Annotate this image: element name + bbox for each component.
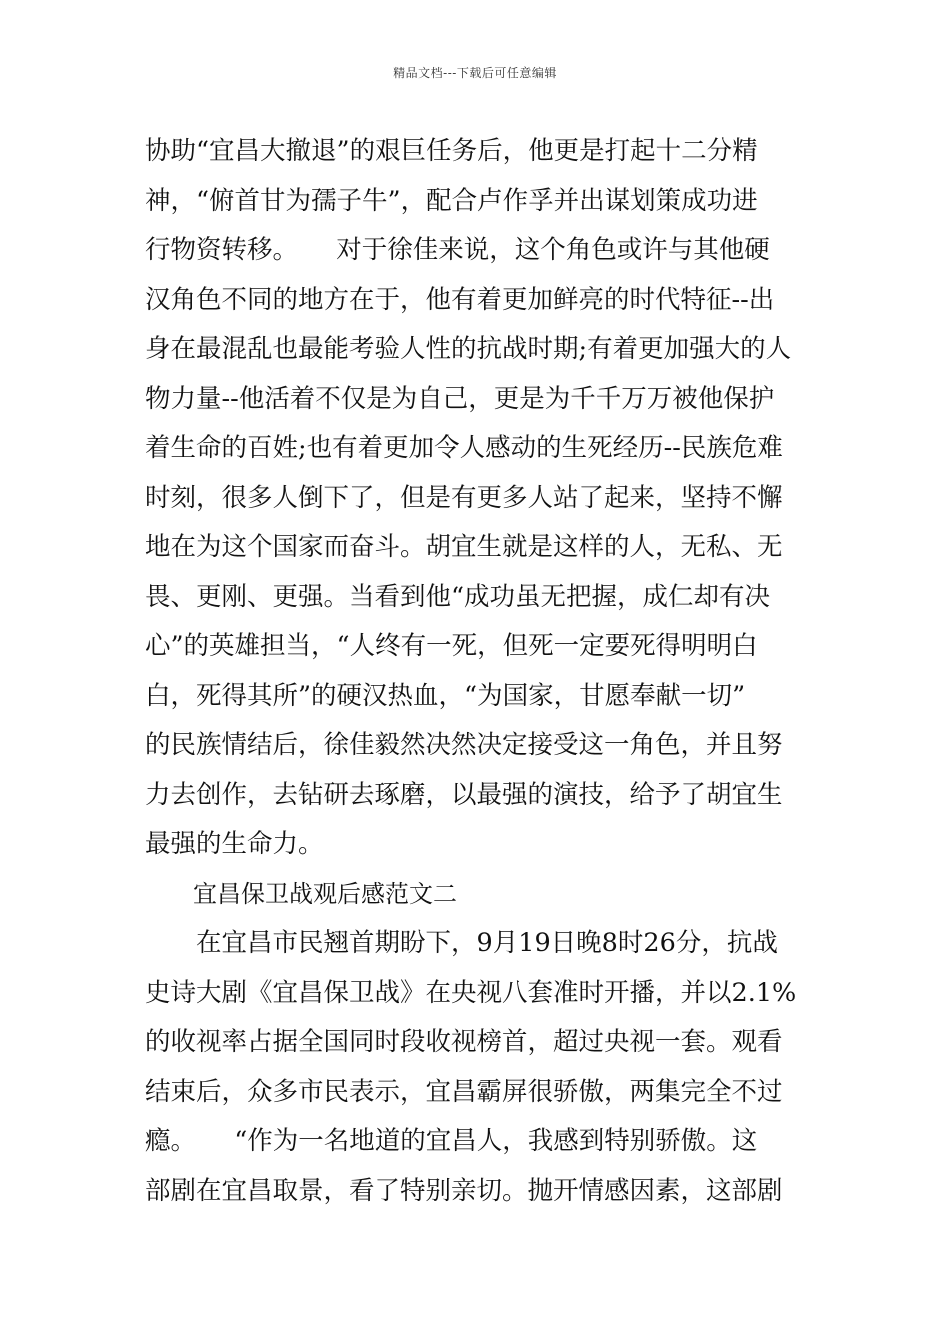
text-line: 协助“宜昌大撤退”的艰巨任务后，他更是打起十二分精	[145, 136, 758, 166]
text-line: 行物资转移。 对于徐佳来说，这个角色或许与其他硬	[145, 235, 770, 265]
text-line: 的收视率占据全国同时段收视榜首，超过央视一套。观看	[145, 1027, 783, 1057]
text-line: 瘾。 “作为一名地道的宜昌人，我感到特别骄傲。这	[145, 1126, 758, 1156]
text-line: 地在为这个国家而奋斗。胡宜生就是这样的人，无私、无	[145, 532, 783, 562]
text-line: 物力量--他活着不仅是为自己，更是为千千万万被他保护	[145, 383, 775, 414]
document-body	[145, 127, 815, 1216]
text-line: 部剧在宜昌取景，看了特别亲切。抛开情感因素，这部剧	[145, 1175, 783, 1206]
text-line: 神，“俯首甘为孺子牛”，配合卢作孚并出谋划策成功进	[145, 185, 758, 216]
text-line: 畏、更刚、更强。当看到他“成功虽无把握，成仁却有决	[145, 581, 771, 612]
text-line: 史诗大剧《宜昌保卫战》在央视八套准时开播，并以2.1%	[145, 977, 797, 1008]
text-line: 心”的英雄担当，“人终有一死，但死一定要死得明明白	[145, 631, 758, 661]
text-line: 力去创作，去钻研去琢磨，以最强的演技，给予了胡宜生	[145, 779, 783, 810]
text-line: 时刻，很多人倒下了，但是有更多人站了起来，坚持不懈	[145, 482, 783, 513]
text-line: 身在最混乱也最能考验人性的抗战时期;有着更加强大的人	[145, 334, 792, 364]
text-line: 白，死得其所”的硬汉热血，“为国家，甘愿奉献一切”	[145, 680, 746, 711]
text-line: 在宜昌市民翘首期盼下，9月19日晚8时26分，抗战	[145, 928, 778, 958]
page-header: 精品文档---下载后可任意编辑	[393, 66, 557, 80]
text-line: 汉角色不同的地方在于，他有着更加鲜亮的时代特征--出	[145, 284, 775, 315]
text-line: 着生命的百姓;也有着更加令人感动的生死经历--民族危难	[145, 433, 783, 463]
section-heading: 宜昌保卫战观后感范文二	[145, 879, 457, 908]
text-line: 结束后，众多市民表示，宜昌霸屏很骄傲，两集完全不过	[145, 1076, 783, 1107]
text-line: 最强的生命力。	[145, 829, 324, 859]
text-line: 的民族情结后，徐佳毅然决然决定接受这一角色，并且努	[145, 730, 783, 760]
